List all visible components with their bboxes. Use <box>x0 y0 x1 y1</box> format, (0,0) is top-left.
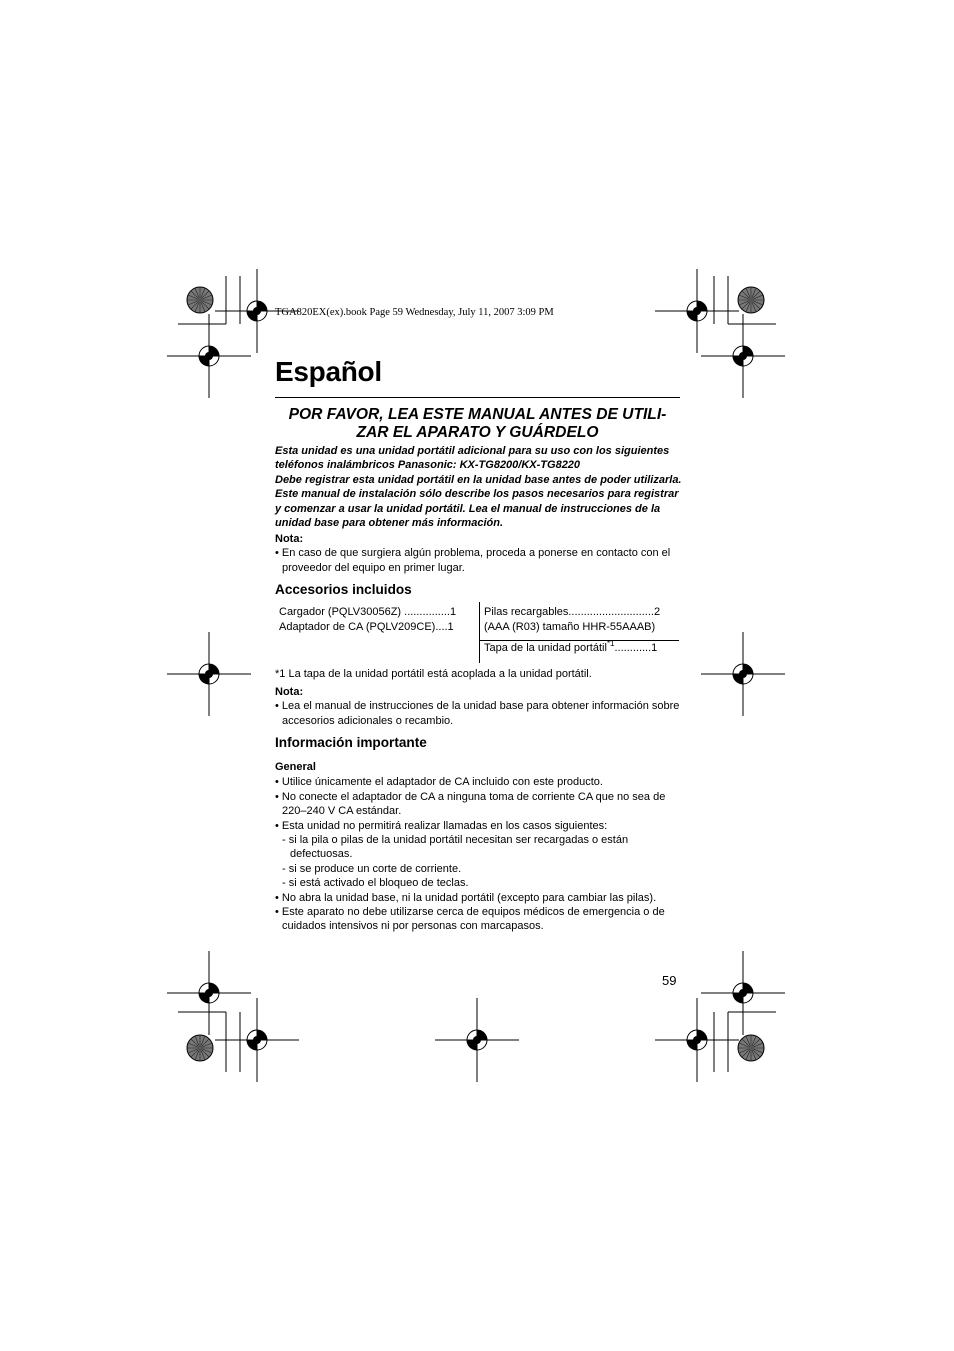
informacion-body <box>275 760 685 934</box>
note-1-label: Nota: <box>275 533 304 545</box>
general-subitem-3: - si está activado el bloqueo de teclas. <box>282 877 469 890</box>
note-1 <box>275 532 685 575</box>
cover-qty: ............1 <box>614 642 658 654</box>
note-1-text: • En caso de que surgiera algún problema, proceda a ponerse en contacto con el proveedor del equipo en primer lugar. <box>275 547 671 574</box>
general-bullet-4: • No abra la unidad base, ni la unidad portátil (excepto para cambiar las pilas). <box>275 891 657 904</box>
general-bullet-2: • No conecte el adaptador de CA a ninguna toma de corriente CA que no sea de 220–240 V CA estándar. <box>275 790 666 818</box>
accessory-batteries: Pilas recargables............................2 <box>484 606 661 618</box>
general-subitem-1: - si la pila o pilas de la unidad portátil necesitan ser recargadas o están defectuosas. <box>282 834 629 861</box>
general-subitem-2: - si se produce un corte de corriente. <box>282 862 462 875</box>
print-header-line: TGA820EX(ex).book Page 59 Wednesday, July 11, 2007 3:09 PM <box>275 307 554 318</box>
accessories-left-column <box>279 605 456 636</box>
accessories-right-column <box>484 605 660 636</box>
general-bullet-5: • Este aparato no debe utilizarse cerca de equipos médicos de emergencia o de cuidados intensivos ni por personas con marcapasos. <box>275 906 665 933</box>
accesorios-heading: Accesorios incluidos <box>275 582 412 597</box>
page-number: 59 <box>662 973 677 988</box>
note-2-label: Nota: <box>275 686 304 698</box>
general-bullet-1: • Utilice únicamente el adaptador de CA incluido con este producto. <box>275 776 603 789</box>
footnote: *1 La tapa de la unidad portátil está acoplada a la unidad portátil. <box>275 668 592 680</box>
intro-text <box>275 444 685 530</box>
accessory-adapter: Adaptador de CA (PQLV209CE)....1 <box>279 621 454 634</box>
accessory-charger: Cargador (PQLV30056Z) ...............1 <box>279 606 457 618</box>
accessory-battery-type: (AAA (R03) tamaño HHR-55AAAB) <box>484 621 656 634</box>
heading-line-2: ZAR EL APARATO Y GUÁRDELO <box>356 424 599 441</box>
table-divider-horizontal <box>479 640 679 641</box>
general-bullet-3: • Esta unidad no permitirá realizar llamadas en los casos siguientes: <box>275 819 608 832</box>
section-heading <box>275 406 680 442</box>
cover-label: Tapa de la unidad portátil <box>484 642 607 654</box>
accessory-handset-cover <box>484 639 658 654</box>
title-rule <box>275 397 680 398</box>
note-2 <box>275 685 685 728</box>
intro-paragraph-2: Debe registrar esta unidad portátil en la unidad base antes de poder utilizarla. Este manual de instalación sólo describe los pasos necesarios para registrar y comenzar a usar la unidad portátil. Lea el manual de instrucciones de la unidad base para obtener más información. <box>275 473 682 530</box>
heading-line-1: POR FAVOR, LEA ESTE MANUAL ANTES DE UTILI- <box>288 406 667 423</box>
page-title: Español <box>275 356 382 387</box>
intro-paragraph-1: Esta unidad es una unidad portátil adicional para su uso con los siguientes teléfonos inalámbricos Panasonic: KX-TG8200/KX-TG8220 <box>275 445 670 472</box>
note-2-text: • Lea el manual de instrucciones de la unidad base para obtener información sobre accesorios adicionales o recambio. <box>275 700 680 727</box>
cover-footnote-ref: *1 <box>606 639 615 648</box>
table-divider-vertical <box>479 602 480 663</box>
general-subheading: General <box>275 761 316 773</box>
informacion-heading: Información importante <box>275 735 427 750</box>
